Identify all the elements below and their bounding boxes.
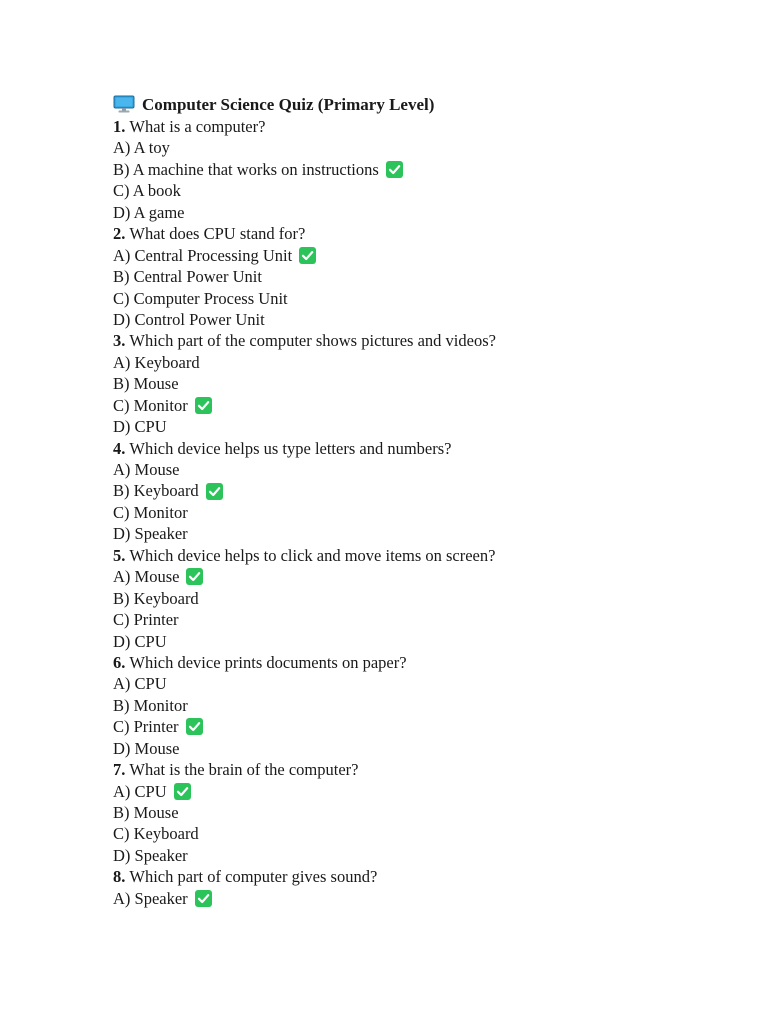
answer-option-label: A) Mouse [113, 567, 180, 587]
question-line [113, 116, 733, 137]
question-text: Which device helps us type letters and numbers? [129, 438, 452, 458]
answer-option [113, 738, 733, 759]
answer-option-label: D) CPU [113, 631, 167, 651]
answer-option [113, 823, 733, 844]
question-line [113, 652, 733, 673]
check-mark-button-icon [186, 718, 203, 735]
check-mark-button-icon [186, 568, 203, 585]
answer-option [113, 888, 733, 909]
answer-option [113, 288, 733, 309]
answer-option-label: B) Central Power Unit [113, 267, 262, 287]
answer-option-label: B) Monitor [113, 695, 188, 715]
desktop-computer-icon [113, 95, 135, 113]
answer-option [113, 566, 733, 587]
check-mark-button-icon [386, 161, 403, 178]
answer-option-label: B) Mouse [113, 803, 179, 822]
answer-option [113, 480, 733, 501]
answer-option-label: A) Keyboard [113, 352, 200, 372]
answer-option [113, 502, 733, 523]
check-mark-button-icon [299, 247, 316, 264]
question-number: 1. [113, 117, 126, 136]
question-text: Which device helps to click and move items on screen? [129, 545, 496, 565]
answer-option-label: B) A machine that works on instructions [113, 159, 379, 179]
answer-option [113, 159, 733, 180]
answer-option [113, 373, 733, 394]
answer-option [113, 459, 733, 480]
question-number: 4. [113, 438, 126, 458]
question-number: 3. [113, 331, 126, 351]
question-number: 5. [113, 545, 126, 565]
answer-option-label: A) CPU [113, 674, 167, 694]
question-number: 8. [113, 867, 126, 887]
question-line [113, 866, 733, 887]
answer-option [113, 352, 733, 373]
quiz-document [113, 94, 733, 909]
question-text: Which part of computer gives sound? [129, 867, 378, 887]
question-line [113, 438, 733, 459]
answer-option [113, 609, 733, 630]
answer-option-label: A) CPU [113, 781, 167, 801]
question-text: Which device prints documents on paper? [129, 652, 407, 672]
answer-option [113, 137, 733, 158]
question-line [113, 223, 733, 244]
answer-option [113, 716, 733, 737]
answer-option-label: C) Monitor [113, 395, 188, 415]
answer-option-label: C) Printer [113, 717, 179, 737]
answer-option-label: C) A book [113, 181, 181, 201]
answer-option [113, 180, 733, 201]
answer-option [113, 631, 733, 652]
check-mark-button-icon [206, 483, 223, 500]
check-mark-button-icon [174, 783, 191, 800]
answer-option-label: B) Keyboard [113, 588, 199, 608]
answer-option-label: D) Speaker [113, 845, 188, 865]
answer-option [113, 245, 733, 266]
answer-option [113, 266, 733, 287]
answer-option-label: A) A toy [113, 138, 170, 158]
question-number: 2. [113, 224, 126, 244]
answer-option [113, 395, 733, 416]
answer-option [113, 588, 733, 609]
answer-option [113, 845, 733, 866]
question-line [113, 759, 733, 780]
answer-option-label: D) Control Power Unit [113, 309, 265, 329]
question-number: 7. [113, 760, 126, 780]
answer-option-label: D) Speaker [113, 524, 188, 544]
question-line [113, 545, 733, 566]
answer-option-label: C) Monitor [113, 502, 188, 522]
answer-option [113, 309, 733, 330]
question-text: What is the brain of the computer? [129, 760, 359, 780]
quiz-title-line [113, 94, 733, 116]
answer-option-label: C) Keyboard [113, 824, 199, 844]
answer-option [113, 523, 733, 544]
answer-option-label: B) Mouse [113, 374, 179, 394]
answer-option-label: B) Keyboard [113, 481, 199, 501]
answer-option-label: C) Printer [113, 610, 179, 630]
check-mark-button-icon [195, 890, 212, 907]
answer-option [113, 695, 733, 716]
answer-option-label: A) Mouse [113, 460, 180, 479]
question-text: Which part of the computer shows pictures and videos? [129, 331, 496, 351]
check-mark-button-icon [195, 397, 212, 414]
question-number: 6. [113, 652, 126, 672]
answer-option-label: D) Mouse [113, 738, 180, 758]
answer-option [113, 802, 733, 823]
answer-option-label: D) CPU [113, 417, 167, 437]
answer-option-label: A) Central Processing Unit [113, 245, 293, 265]
answer-option-label: D) A game [113, 202, 185, 222]
answer-option [113, 416, 733, 437]
question-text: What does CPU stand for? [129, 224, 306, 244]
question-line [113, 330, 733, 351]
answer-option-label: C) Computer Process Unit [113, 288, 288, 308]
question-list [113, 116, 733, 909]
answer-option-label: A) Speaker [113, 888, 188, 908]
answer-option [113, 673, 733, 694]
answer-option [113, 781, 733, 802]
question-text: What is a computer? [129, 117, 266, 136]
quiz-title: Computer Science Quiz (Primary Level) [142, 95, 435, 114]
answer-option [113, 202, 733, 223]
